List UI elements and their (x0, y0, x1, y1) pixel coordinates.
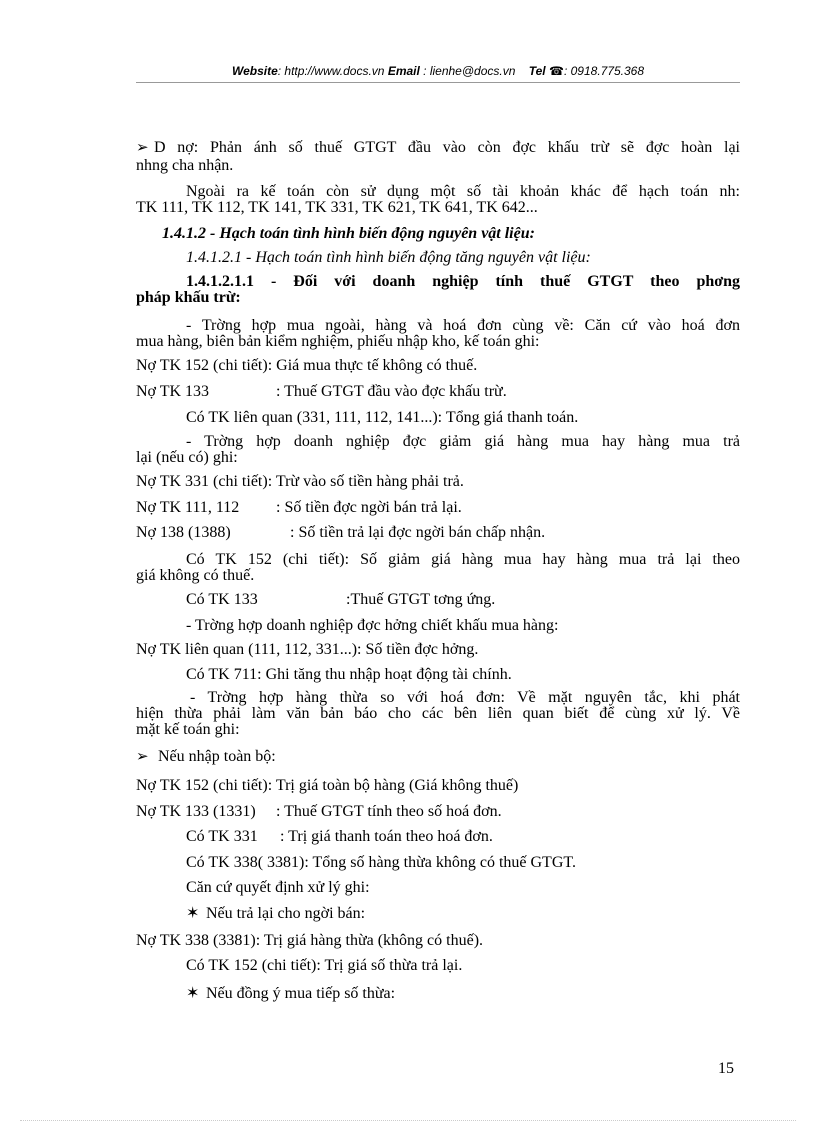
journal-entry: giá không có thuế. (136, 567, 255, 584)
subsubsection-heading: pháp khấu trừ: (136, 289, 241, 306)
text-line: - Trờng hợp mua ngoài, hàng và hoá đơn cùng về: Căn cứ vào hoá đơn (186, 317, 740, 334)
phone-icon: ☎ (549, 64, 564, 78)
text-line: Ngoài ra kế toán còn sử dụng một số tài khoản khác để hạch toán nh: (186, 183, 740, 200)
journal-entry: Nợ TK 152 (chi tiết): Trị giá toàn bộ hàng (Giá không thuế) (136, 777, 519, 794)
journal-entry: Có TK 152 (chi tiết): Trị giá số thừa trả lại. (186, 957, 463, 974)
arrow-bullet-icon: ➢ (136, 140, 149, 156)
journal-entry: Nợ TK 111, 112 : Số tiền đợc ngời bán trả lại. (136, 499, 462, 516)
journal-entry: Nợ TK 152 (chi tiết): Giá mua thực tế không có thuế. (136, 357, 478, 374)
email-label: Email (387, 64, 420, 78)
text-line: hiện thừa phải làm văn bản báo cho các bên liên quan biết để cùng xử lý. Về (136, 705, 740, 722)
text-line: mua hàng, biên bản kiểm nghiệm, phiếu nhập kho, kế toán ghi: (136, 333, 540, 350)
journal-entry: Có TK 152 (chi tiết): Số giảm giá hàng mua hay hàng mua trả lại theo (186, 551, 740, 568)
page-number: 15 (718, 1060, 734, 1077)
star-bullet-icon: ✶ (186, 985, 200, 1002)
tel-value: : 0918.775.368 (563, 64, 645, 78)
list-item: ➢ Nếu nhập toàn bộ: (136, 748, 276, 765)
text-line: - Trờng hợp hàng thừa so với hoá đơn: Về mặt nguyên tắc, khi phát (190, 689, 740, 706)
list-item: ✶ Nếu trả lại cho ngời bán: (186, 905, 366, 922)
website-value: : http://www.docs.vn (277, 64, 385, 78)
page-header (136, 64, 740, 78)
header-divider (136, 82, 740, 83)
website-label: Website (231, 64, 278, 78)
journal-entry: Nợ TK 338 (3381): Trị giá hàng thừa (không có thuế). (136, 932, 484, 949)
section-heading: 1.4.1.2 - Hạch toán tình hình biến động nguyên vật liệu: (162, 225, 535, 242)
subsection-heading: 1.4.1.2.1 - Hạch toán tình hình biến động tăng nguyên vật liệu: (186, 249, 591, 266)
subsubsection-heading: 1.4.1.2.1.1 - Đối với doanh nghiệp tính thuế GTGT theo phơng (186, 273, 740, 290)
journal-entry: Có TK liên quan (331, 111, 112, 141...): Tổng giá thanh toán. (186, 409, 579, 426)
journal-entry: Có TK 133 :Thuế GTGT tơng ứng. (186, 591, 496, 608)
text-line: - Trờng hợp doanh nghiệp đợc hởng chiết khấu mua hàng: (186, 617, 559, 634)
text-line: - Trờng hợp doanh nghiệp đợc giảm giá hàng mua hay hàng mua trả (186, 433, 740, 450)
text-line: mặt kế toán ghi: (136, 721, 240, 738)
journal-entry: Có TK 711: Ghi tăng thu nhập hoạt động tài chính. (186, 666, 512, 683)
text-line: nhng cha nhận. (136, 157, 234, 174)
journal-entry: Nợ TK liên quan (111, 112, 331...): Số tiền đợc hởng. (136, 641, 479, 658)
email-value: : lienhe@docs.vn (419, 64, 516, 78)
journal-entry: Nợ TK 133 (1331) : Thuế GTGT tính theo số hoá đơn. (136, 803, 502, 820)
text-line: Căn cứ quyết định xử lý ghi: (186, 879, 370, 896)
text-line: ➢ D nợ: Phản ánh số thuế GTGT đầu vào còn đợc khấu trừ sẽ đợc hoàn lại (136, 139, 740, 156)
arrow-bullet-icon: ➢ (136, 749, 149, 765)
text-line: lại (nếu có) ghi: (136, 449, 238, 466)
journal-entry: Có TK 331 : Trị giá thanh toán theo hoá đơn. (186, 828, 493, 845)
list-item: ✶ Nếu đồng ý mua tiếp số thừa: (186, 985, 396, 1002)
tel-label: Tel (528, 64, 546, 78)
journal-entry: Nợ 138 (1388) : Số tiền trả lại đợc ngời bán chấp nhận. (136, 524, 546, 541)
journal-entry: Nợ TK 133 : Thuế GTGT đầu vào đợc khấu trừ. (136, 383, 507, 400)
journal-entry: Nợ TK 331 (chi tiết): Trừ vào số tiền hàng phải trả. (136, 473, 464, 490)
page-bottom-border (20, 1120, 796, 1121)
star-bullet-icon: ✶ (186, 905, 200, 922)
text-line: TK 111, TK 112, TK 141, TK 331, TK 621, TK 641, TK 642... (136, 199, 538, 216)
journal-entry: Có TK 338( 3381): Tổng số hàng thừa không có thuế GTGT. (186, 854, 576, 871)
